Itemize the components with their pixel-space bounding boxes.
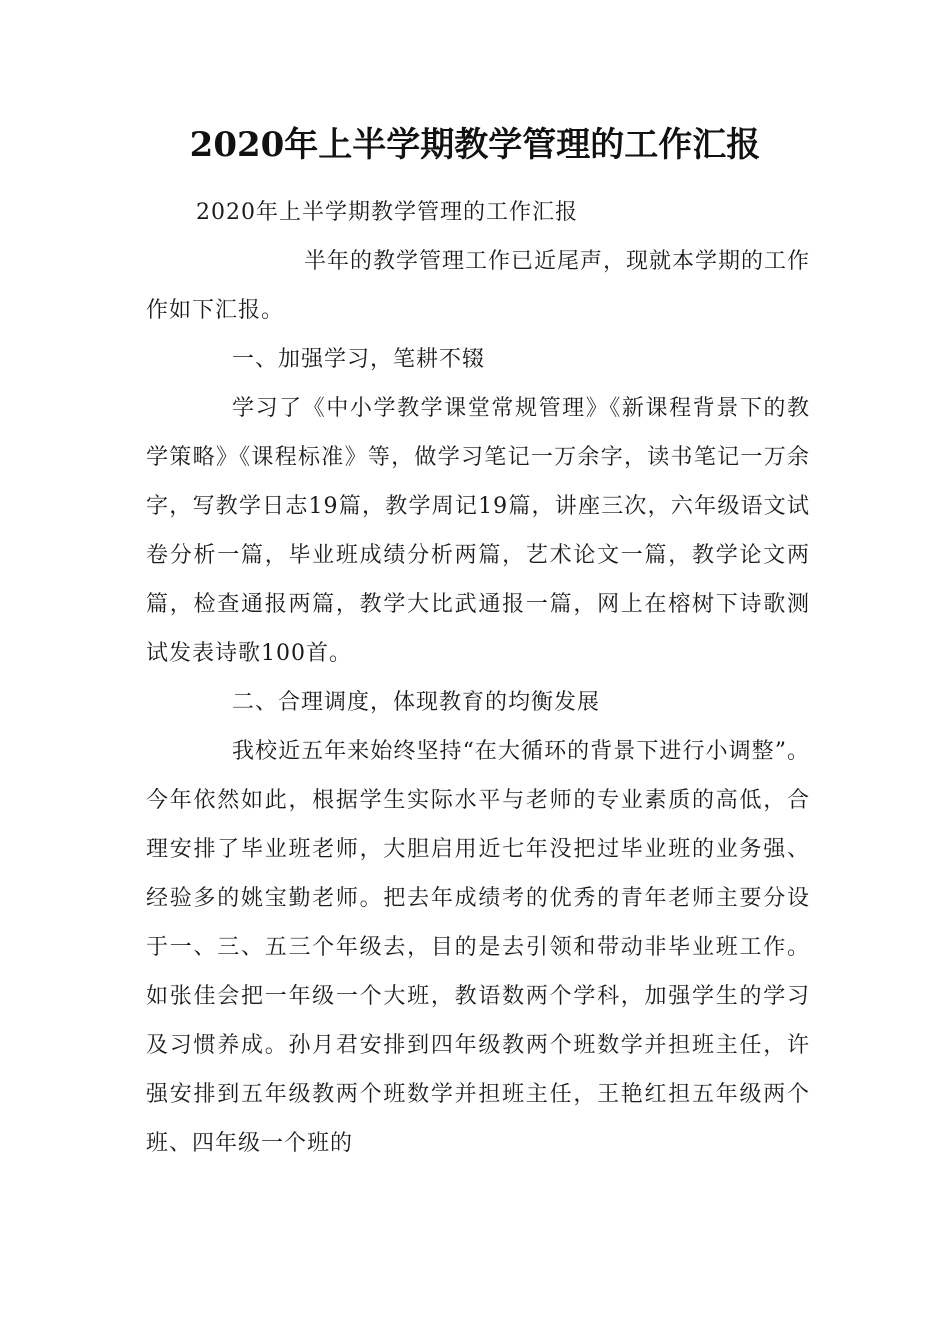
section-heading-1: 一、加强学习，笔耕不辍 [232,347,486,372]
document-body [146,188,810,1168]
intro-paragraph: 半年的教学管理工作已近尾声，现就本学期的工作作如下汇报。 [146,249,811,323]
document-title: 2020年上半学期教学管理的工作汇报 [189,125,761,165]
subtitle-paragraph: 2020年上半学期教学管理的工作汇报 [196,200,578,225]
section-paragraph-2: 我校近五年来始终坚持“在大循环的背景下进行小调整”。今年依然如此，根据学生实际水平与老师的专业素质的高低，合理安排了毕业班老师，大胆启用近七年没把过毕业班的业务强、经验多的姚宝勤老师。把去年成绩考的优秀的青年老师主要分设于一、三、五三个年级去，目的是去引领和带动非毕业班工作。如张佳会把一年级一个大班，教语数两个学科，加强学生的学习及习惯养成。孙月君安排到四年级教两个班数学并担班主任，许强安排到五年级教两个班数学并担班主任，王艳红担五年级两个班、四年级一个班的 [146,739,810,1156]
section-heading-2: 二、合理调度，体现教育的均衡发展 [232,690,601,715]
section-paragraph-1: 学习了《中小学教学课堂常规管理》《新课程背景下的教学策略》《课程标准》等，做学习笔记一万余字，读书笔记一万余字，写教学日志19篇，教学周记19篇，讲座三次，六年级语文试卷分析一篇，毕业班成绩分析两篇，艺术论文一篇，教学论文两篇，检查通报两篇，教学大比武通报一篇，网上在榕树下诗歌测试发表诗歌100首。 [146,396,810,666]
